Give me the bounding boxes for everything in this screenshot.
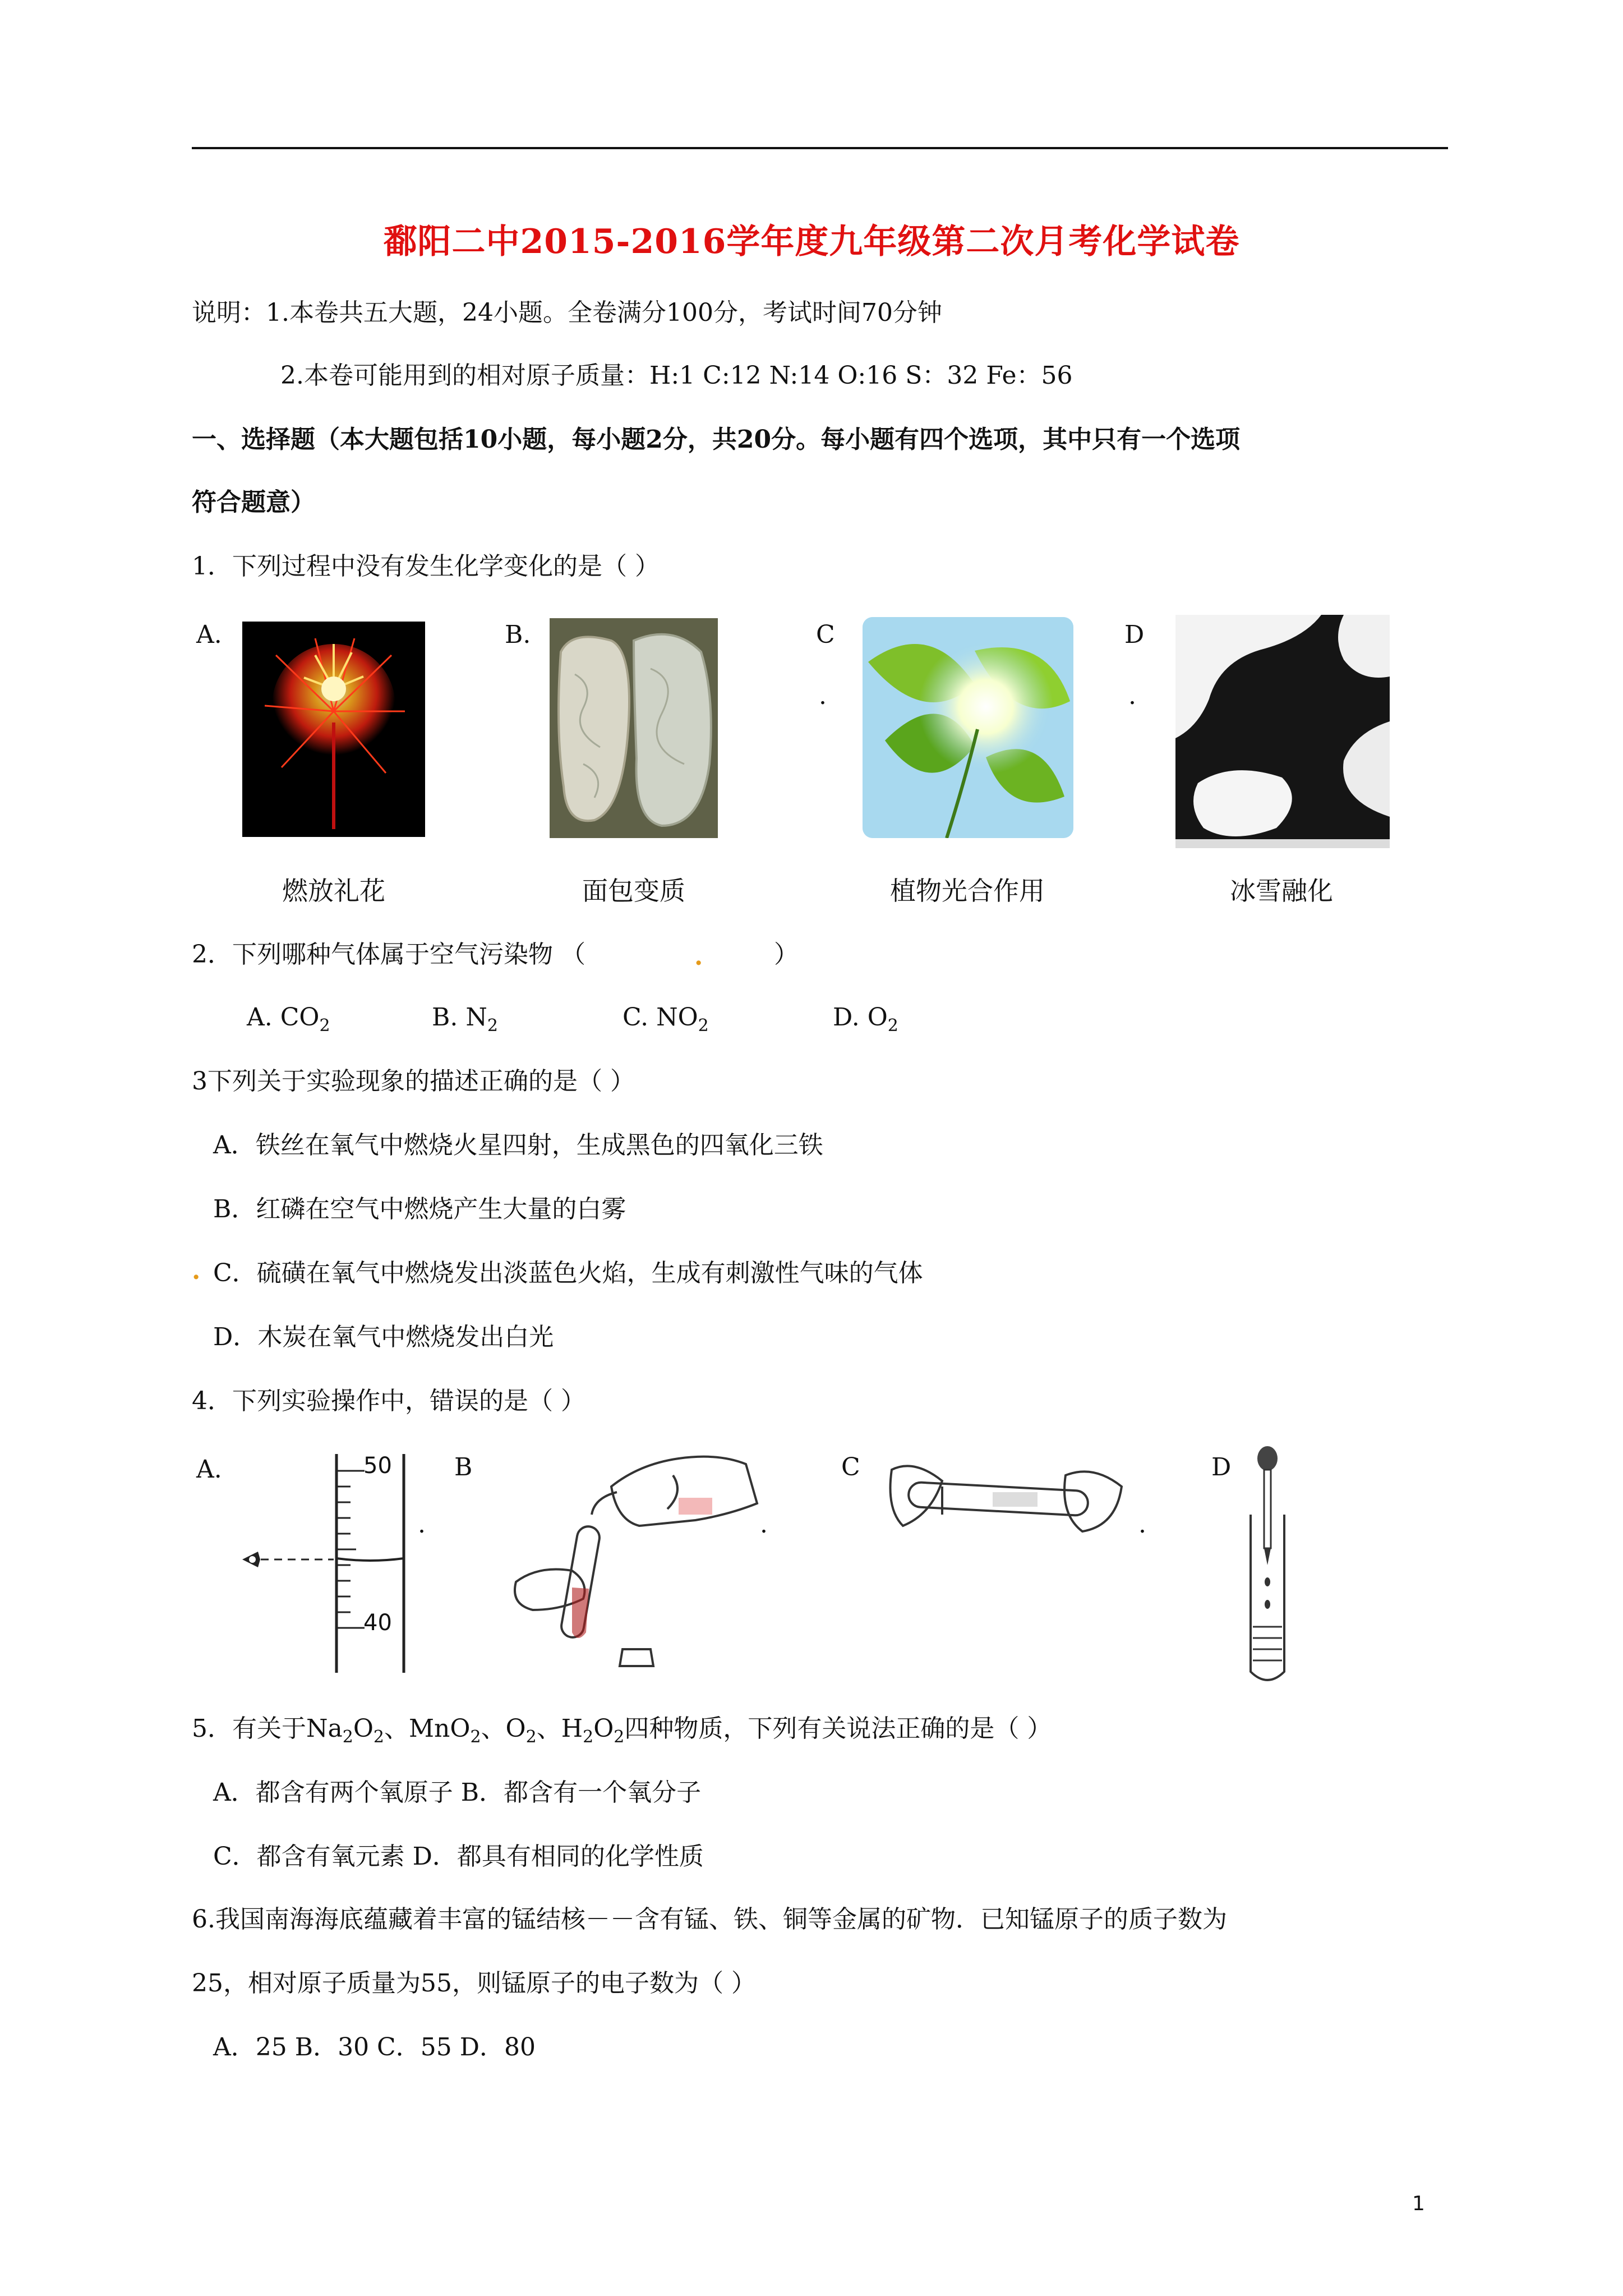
q1-stem: 1．下列过程中没有发生化学变化的是（ ）: [192, 552, 660, 581]
pouring-liquid-diagram: [494, 1442, 763, 1688]
header-rule: [192, 147, 1448, 149]
q1-label-c: C: [816, 620, 835, 649]
dropper-diagram: [1234, 1442, 1301, 1688]
fireworks-image: [242, 622, 425, 837]
q4-label-c: C: [841, 1453, 860, 1481]
section-1-heading-line-1: 一、选择题（本大题包括10小题，每小题2分，共20分。每小题有四个选项，其中只有一个选项: [192, 425, 1241, 454]
q6-line-1: 6.我国南海海底蕴藏着丰富的锰结核－－含有锰、铁、铜等金属的矿物．已知锰原子的质子数为: [192, 1905, 1227, 1934]
snow-melting-image: [1175, 615, 1390, 848]
scale-label-40: 40: [363, 1610, 392, 1636]
q1-caption-c: 植物光合作用: [890, 876, 1045, 906]
q1-dot-d: .: [1128, 682, 1136, 710]
q3-option-b: B．红磷在空气中燃烧产生大量的白雾: [213, 1195, 626, 1223]
q1-caption-a: 燃放礼花: [282, 876, 385, 906]
q1-caption-d: 冰雪融化: [1230, 876, 1333, 906]
cylinder-reading-diagram: [236, 1448, 415, 1673]
exam-title: 鄱阳二中2015-2016学年度九年级第二次月考化学试卷: [383, 222, 1240, 261]
q6-line-2: 25，相对原子质量为55，则锰原子的电子数为（ ）: [192, 1969, 756, 1998]
q2-option-b: B. $N_2$: [432, 1003, 498, 1036]
q1-label-b: B.: [505, 620, 531, 649]
q5-stem: 5．有关于$Na_2O_2$、MnO$_2$、$O_2$、$H_2O_2$四种物质，下列有关说法正确的是（ ）: [192, 1714, 1052, 1747]
q4-dot-a: .: [418, 1510, 426, 1539]
test-tube-handling-diagram: [880, 1447, 1133, 1571]
q3-option-d: D．木炭在氧气中燃烧发出白光: [213, 1323, 554, 1351]
section-1-heading-line-2: 符合题意）: [192, 488, 315, 517]
q4-stem: 4．下列实验操作中，错误的是（ ）: [192, 1387, 585, 1415]
moldy-bread-image: [550, 618, 718, 838]
q2-option-d: D. $O_2$: [833, 1003, 898, 1036]
q2-option-a: A. $CO_2$: [247, 1003, 330, 1036]
q5-options-row-2: C．都含有氧元素 D．都具有相同的化学性质: [213, 1842, 704, 1871]
q1-caption-b: 面包变质: [582, 876, 685, 906]
q3-option-a: A．铁丝在氧气中燃烧火星四射，生成黑色的四氧化三铁: [213, 1131, 823, 1159]
q5-options-row-1: A．都含有两个氧原子 B．都含有一个氧分子: [213, 1778, 702, 1807]
page-number: 1: [1412, 2192, 1425, 2215]
notes-line-1: 说明：1.本卷共五大题，24小题。全卷满分100分，考试时间70分钟: [192, 298, 942, 327]
q6-options: A．25 B．30 C．55 D．80: [213, 2033, 536, 2062]
q4-label-d: D: [1211, 1453, 1232, 1481]
q3-orange-dot: .: [192, 1257, 201, 1285]
q3-stem: 3下列关于实验现象的描述正确的是（ ）: [192, 1067, 635, 1096]
q4-dot-c: .: [1138, 1510, 1146, 1539]
q2-stem-end: ）: [774, 940, 799, 969]
scale-label-50: 50: [363, 1453, 392, 1479]
q2-orange-dot: .: [694, 942, 703, 971]
q3-option-c: C．硫磺在氧气中燃烧发出淡蓝色火焰，生成有刺激性气味的气体: [213, 1259, 923, 1287]
q4-dot-b: .: [760, 1510, 768, 1539]
notes-line-2: 2.本卷可能用到的相对原子质量：H:1 C:12 N:14 O:16 S：32 Fe：56: [280, 361, 1073, 390]
leaves-photosynthesis-image: [863, 617, 1073, 838]
q1-dot-c: .: [819, 682, 827, 710]
q4-label-a: A.: [196, 1455, 222, 1484]
q4-label-b: B: [454, 1453, 473, 1481]
q1-label-a: A.: [196, 620, 222, 649]
q2-stem: 2．下列哪种气体属于空气污染物 （: [192, 940, 585, 969]
q2-option-c: C. $NO_2$: [623, 1003, 709, 1036]
q1-label-d: D: [1124, 620, 1145, 649]
